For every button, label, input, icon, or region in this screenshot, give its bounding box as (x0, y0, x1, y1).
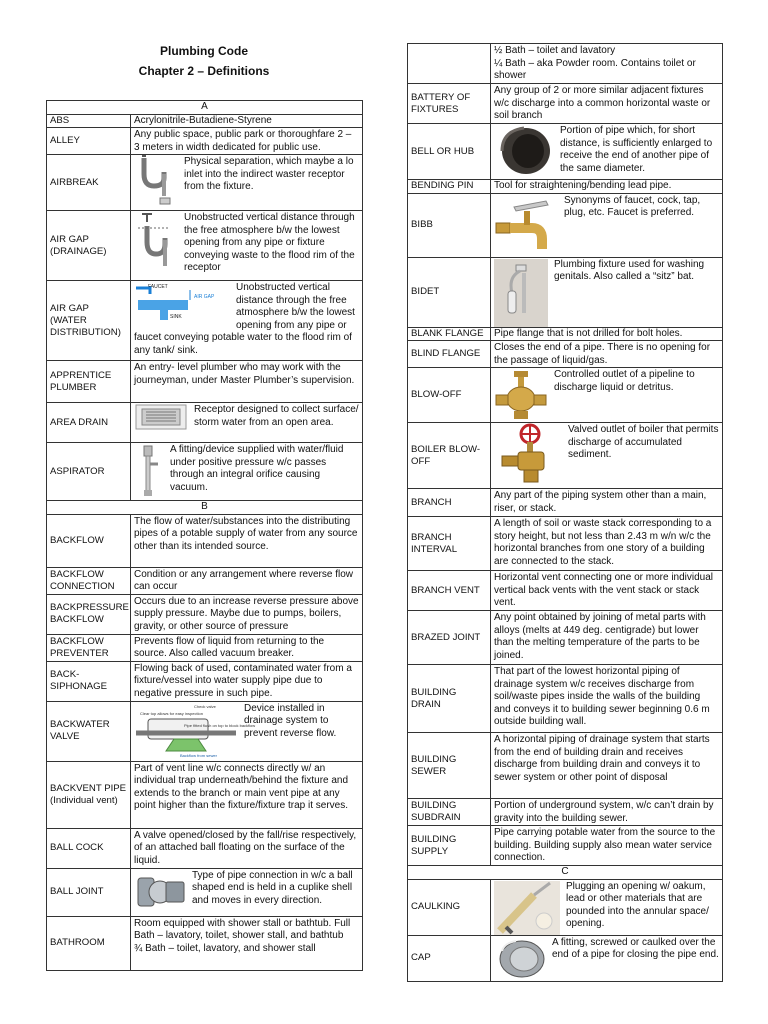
section-letter: B (47, 501, 363, 515)
entry-term: BLOW-OFF (408, 368, 491, 423)
entry-definition: Pipe carrying potable water from the source to the building. Building supply also mean water service connection. (491, 826, 723, 866)
entry-row (47, 361, 363, 403)
entry-definition: Acrylonitrile-Butadiene-Styrene (131, 114, 363, 128)
entry-definition-cell (131, 403, 363, 443)
entry-definition-cell (491, 423, 723, 489)
entry-definition: Any public space, public park or thoroughfare 2 – 3 meters in width dedicated for public use. (131, 128, 363, 155)
entry-definition: Any group of 2 or more similar adjacent fixtures w/c discharge into a common horizontal waste or soil branch (491, 84, 723, 124)
entry-definition: Part of vent line w/c connects directly w/ an individual trap underneath/behind the fixture and extends to the branch or main vent pipe at any point higher than the fixture/fixture trap it serves. (131, 761, 363, 828)
entry-row (408, 124, 723, 180)
entry-row (47, 567, 363, 594)
entry-row (47, 594, 363, 634)
entry-term: BLANK FLANGE (408, 327, 491, 341)
entry-definition: Unobstructed vertical distance through the free atmosphere b/w the lowest opening from any pipe or faucet conveying potable water to the flood rim of any tank/ sink. (134, 282, 355, 356)
entry-row (47, 443, 363, 501)
entry-row (408, 517, 723, 571)
entry-row (47, 514, 363, 567)
backwater-valve-diagram (134, 703, 256, 759)
check-valve-label: Check valve (194, 703, 216, 709)
entry-definition: Plumbing fixture used for washing genitals. Also called a “sitz” bat. (554, 258, 705, 282)
entry-definition: Closes the end of a pipe. There is no opening for the passage of liquid/gas. (491, 341, 723, 368)
entry-definition: The flow of water/substances into the distributing pipes of a potable supply of water from any source other than its intended source. (131, 514, 363, 567)
entry-row (47, 281, 363, 361)
entry-definition: Plugging an opening w/ oakum, lead or other materials that are pounded into the annular space/ opening. (566, 880, 709, 929)
boiler-valve-icon (494, 424, 562, 486)
entry-row (47, 661, 363, 701)
entry-row (47, 128, 363, 155)
entry-term: AIRBREAK (47, 155, 131, 211)
bidet-sprayer-icon (494, 259, 548, 327)
ball-joint-icon (134, 870, 186, 914)
entry-row (47, 211, 363, 281)
entry-term: BRANCH INTERVAL (408, 517, 491, 571)
water-air-gap-diagram (134, 282, 230, 324)
definitions-table-left (46, 100, 363, 971)
entry-row (408, 733, 723, 799)
area-drain-grate-icon (134, 404, 188, 430)
entry-term: BACKVENT PIPE (Individual vent) (47, 761, 131, 828)
entry-definition: Valved outlet of boiler that permits discharge of accumulated sediment. (568, 424, 719, 460)
entry-term: BOILER BLOW-OFF (408, 423, 491, 489)
entry-definition: Horizontal vent connecting one or more individual vertical back vents with the vent stack or stack vent. (491, 571, 723, 611)
clear-top-label: Clear top allows for easy inspection (140, 710, 203, 716)
entry-term: BLIND FLANGE (408, 341, 491, 368)
entry-row (47, 701, 363, 761)
entry-definition: Portion of underground system, w/c can’t drain by gravity into the building sewer. (491, 799, 723, 826)
entry-row (47, 916, 363, 970)
entry-term: AIR GAP (DRAINAGE) (47, 211, 131, 281)
entry-row (408, 935, 723, 981)
entry-row (408, 44, 723, 84)
entry-definition-cell (131, 868, 363, 916)
caulking-gun-icon (494, 881, 560, 935)
entry-term: BIBB (408, 193, 491, 257)
section-letter: C (408, 866, 723, 880)
entry-row (47, 114, 363, 128)
entry-term (408, 44, 491, 84)
entry-row (408, 799, 723, 826)
entry-definition-cell (491, 879, 723, 935)
blow-off-valve-icon (494, 369, 548, 421)
entry-definition: Occurs due to an increase reverse pressure above supply pressure. Maybe due to pumps, boilers, gravity, or other source of pressure (131, 594, 363, 634)
entry-term: BELL OR HUB (408, 124, 491, 180)
pipe-flush-label: Pipe fitted flush on top to block backflow (184, 722, 256, 728)
entry-definition: Synonyms of faucet, cock, tap, plug, etc. Faucet is preferred. (564, 194, 701, 218)
entry-definition: Type of pipe connection in w/c a ball shaped end is held in a cuplike shell and moves in every direction. (192, 869, 353, 906)
entry-term: ABS (47, 114, 131, 128)
entry-definition: Prevents flow of liquid from returning to the source. Also called vacuum breaker. (131, 634, 363, 661)
entry-term: BACKFLOW PREVENTER (47, 634, 131, 661)
entry-definition: Physical separation, which maybe a lo inlet into the indirect waster receptor from the fixture. (184, 156, 354, 192)
entry-definition-cell (131, 155, 363, 211)
entry-definition: Any part of the piping system other than a main, riser, or stack. (491, 489, 723, 517)
entry-definition-cell (131, 281, 363, 361)
entry-row (47, 761, 363, 828)
entry-term: BALL COCK (47, 828, 131, 868)
entry-row (47, 828, 363, 868)
entry-row (408, 826, 723, 866)
section-letter: A (47, 101, 363, 115)
entry-term: APPRENTICE PLUMBER (47, 361, 131, 403)
entry-term: BACKPRESSURE BACKFLOW (47, 594, 131, 634)
entry-row (408, 571, 723, 611)
entry-definition-cell (491, 124, 723, 180)
entry-term: BUILDING SUBDRAIN (408, 799, 491, 826)
entry-definition-cell (491, 257, 723, 327)
entry-row (408, 489, 723, 517)
entry-definition: ½ Bath – toilet and lavatory ¼ Bath – aka Powder room. Contains toilet or shower (491, 44, 723, 84)
entry-definition: A fitting/device supplied with water/fluid under positive pressure w/c passes through an integral orifice causing vacuum. (170, 444, 344, 493)
bibb-faucet-icon (494, 195, 558, 253)
entry-definition: Device installed in drainage system to prevent reverse flow. (244, 702, 337, 739)
entry-row (47, 403, 363, 443)
entry-term: BUILDING SUPPLY (408, 826, 491, 866)
entry-definition-cell (491, 193, 723, 257)
entry-term: BRANCH (408, 489, 491, 517)
sink-label: SINK (170, 314, 182, 320)
entry-row (408, 257, 723, 327)
entry-term: BALL JOINT (47, 868, 131, 916)
entry-term: BENDING PIN (408, 180, 491, 194)
entry-term: BIDET (408, 257, 491, 327)
entry-row (47, 155, 363, 211)
entry-term: BACK-SIPHONAGE (47, 661, 131, 701)
entry-term: ALLEY (47, 128, 131, 155)
entry-definition: Tool for straightening/bending lead pipe. (491, 180, 723, 194)
entry-term: BACKFLOW CONNECTION (47, 567, 131, 594)
entry-row (408, 180, 723, 194)
entry-definition: Unobstructed vertical distance through the free atmosphere b/w the lowest opening from any pipe or fixture conveying waste to the flood rim of the receptor (184, 212, 355, 273)
entry-row (408, 327, 723, 341)
entry-row (47, 634, 363, 661)
faucet-label: FAUCET (148, 284, 168, 290)
entry-definition: Receptor designed to collect surface/ storm water from an open area. (194, 404, 359, 428)
entry-term: CAP (408, 935, 491, 981)
entry-row (408, 368, 723, 423)
entry-term: BUILDING DRAIN (408, 665, 491, 733)
section-header-c (408, 866, 723, 880)
entry-row (408, 341, 723, 368)
entry-definition: A horizontal piping of drainage system that starts from the end of building drain and receives discharge from building drain and conveys it to sewer system or other point of disposal (491, 733, 723, 799)
airbreak-pipe-icon (134, 156, 178, 206)
entry-definition-cell (131, 443, 363, 501)
entry-definition: A fitting, screwed or caulked over the end of a pipe for closing the pipe end. (552, 936, 719, 960)
entry-row (408, 665, 723, 733)
section-header-b (47, 501, 363, 515)
aspirator-icon (134, 444, 164, 498)
entry-term: AREA DRAIN (47, 403, 131, 443)
entry-term: BUILDING SEWER (408, 733, 491, 799)
entry-definition-cell (491, 935, 723, 981)
entry-definition: Condition or any arrangement where reverse flow can occur (131, 567, 363, 594)
page-subtitle: Chapter 2 – Definitions (138, 64, 270, 78)
entry-row (408, 879, 723, 935)
entry-definition-cell (131, 701, 363, 761)
entry-row (408, 84, 723, 124)
entry-definition: Controlled outlet of a pipeline to discharge liquid or detritus. (554, 369, 695, 393)
entry-term: CAULKING (408, 879, 491, 935)
entry-definition-cell (491, 368, 723, 423)
entry-definition: That part of the lowest horizontal piping of drainage system w/c receives discharge from soil/waste pipes inside the walls of the building and conveys it to building sewer beginning 0.6 m outside building wall. (491, 665, 723, 733)
entry-row (408, 611, 723, 665)
entry-row (408, 423, 723, 489)
definitions-table-right (407, 43, 723, 982)
entry-definition: Room equipped with shower stall or bathtub. Full Bath – lavatory, toilet, shower stall, and bathtub ¾ Bath – toilet, lavatory, and shower stall (131, 916, 363, 970)
entry-definition: An entry- level plumber who may work with the journeyman, under Master Plumber’s supervision. (131, 361, 363, 403)
page-title: Plumbing Code (160, 44, 248, 58)
pipe-hub-icon (494, 125, 554, 177)
entry-term: BACKWATER VALVE (47, 701, 131, 761)
drainage-air-gap-icon (134, 212, 178, 270)
entry-term: ASPIRATOR (47, 443, 131, 501)
section-header-a (47, 101, 363, 115)
entry-term: BATHROOM (47, 916, 131, 970)
entry-definition: Flowing back of used, contaminated water from a fixture/vessel into water supply pipe due to negative pressure in such pipe. (131, 661, 363, 701)
entry-term: BRAZED JOINT (408, 611, 491, 665)
entry-definition: Pipe flange that is not drilled for bolt holes. (491, 327, 723, 341)
entry-term: BACKFLOW (47, 514, 131, 567)
entry-row (408, 193, 723, 257)
entry-row (47, 868, 363, 916)
backflow-sewer-label: Backflow from sewer (180, 752, 217, 758)
entry-definition: Portion of pipe which, for short distance, is sufficiently enlarged to receive the end of another pipe of the same diameter. (560, 125, 713, 174)
pipe-cap-icon (494, 937, 546, 979)
entry-definition-cell (131, 211, 363, 281)
entry-definition: A valve opened/closed by the fall/rise respectively, of an attached ball floating on the surface of the liquid. (131, 828, 363, 868)
entry-term: AIR GAP (WATER DISTRIBUTION) (47, 281, 131, 361)
entry-term: BATTERY OF FIXTURES (408, 84, 491, 124)
entry-definition: Any point obtained by joining of metal parts with alloys (melts at 449 deg. centigrade) but lower than the melting temperature of the parts to be joined. (491, 611, 723, 665)
entry-definition: A length of soil or waste stack corresponding to a story height, but not less than 2.43 m w/n w/c the horizontal branches from one story of a building are connected to the stack. (491, 517, 723, 571)
air-gap-label: AIR GAP (194, 294, 215, 300)
entry-term: BRANCH VENT (408, 571, 491, 611)
